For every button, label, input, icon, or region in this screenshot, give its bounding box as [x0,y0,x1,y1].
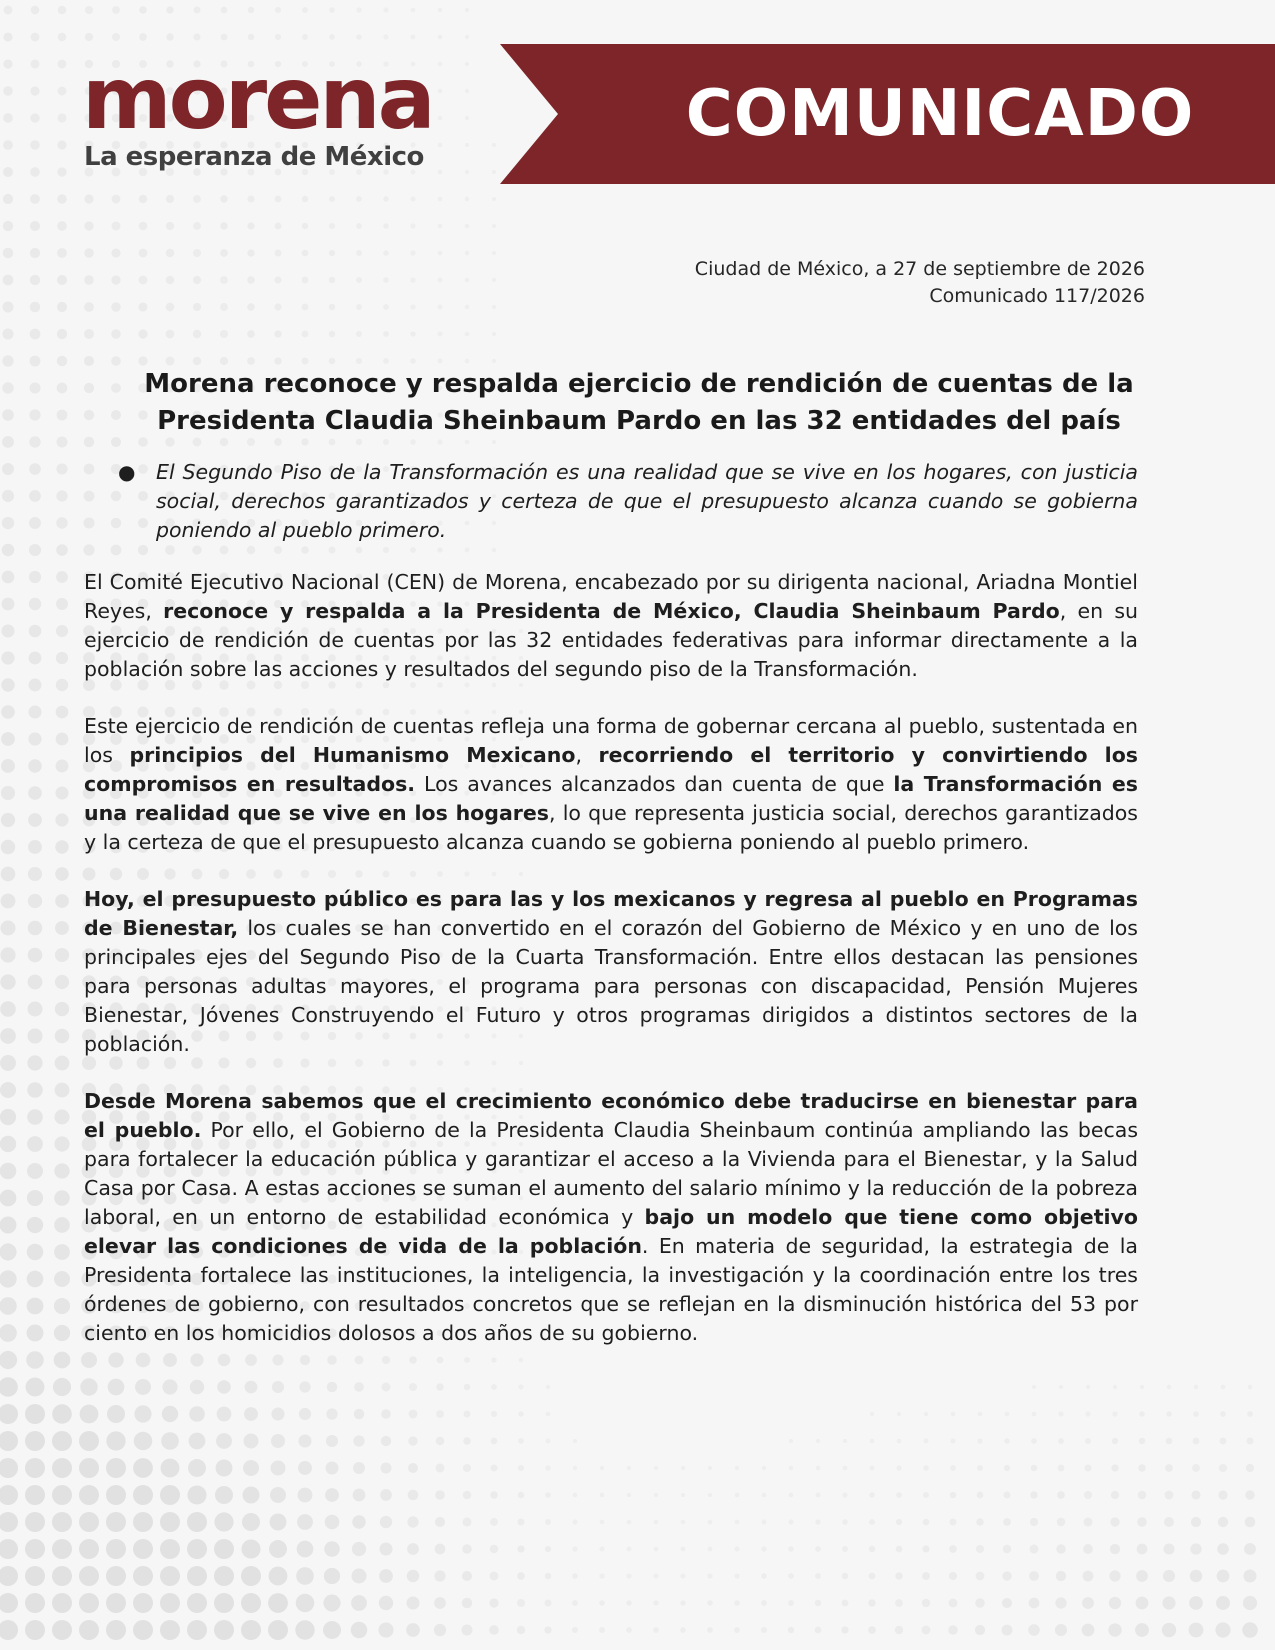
morena-logo [82,49,462,180]
paragraph-4 [84,1087,1138,1348]
summary-bullet [118,458,1138,545]
paragraph-2-text-2: , [575,743,599,767]
paragraph-1-text-2: , en su ejercicio de rendición de cuentas por las 32 entidades federativas para informar directamente a la población sobre las acciones y resultados del segundo piso de la Transformación. [84,599,1138,681]
release-meta [695,256,1145,310]
paragraph-2-bold-3: la Transformación es una realidad que se vive en los hogares [84,772,1138,825]
paragraph-3 [84,885,1138,1059]
paragraph-4-bold-1: Desde Morena sabemos que el crecimiento económico debe traducirse en bienestar para el pueblo. [84,1089,1138,1142]
paragraph-2-bold-1: principios del Humanismo Mexicano [129,743,576,767]
bullet-dot-icon: ● [118,460,136,484]
paragraph-2-text-4: , lo que representa justicia social, derechos garantizados y la certeza de que el presupuesto alcanza cuando se gobierna poniendo al pueblo primero. [84,801,1138,854]
paragraph-4-text-2: . En materia de seguridad, la estrategia de la Presidenta fortalece las instituciones, la inteligencia, la investigación y la coordinación entre los tres órdenes de gobierno, con resultados concretos que se reflejan en la disminución histórica del 53 por ciento en los homicidios dolosos a dos años de su gobierno. [84,1234,1138,1345]
paragraph-1-text-1: El Comité Ejecutivo Nacional (CEN) de Morena, encabezado por su dirigenta nacional, Ariadna Montiel Reyes, [84,570,1138,623]
paragraph-2-bold-2: recorriendo el territorio y convirtiendo los compromisos en resultados. [84,743,1138,796]
summary-bullet-text: El Segundo Piso de la Transformación es una realidad que se vive en los hogares, con justicia social, derechos garantizados y certeza de que el presupuesto alcanza cuando se gobierna poniendo al pueblo primero. [156,460,1138,542]
paragraph-2-text-1: Este ejercicio de rendición de cuentas refleja una forma de gobernar cercana al pueblo, sustentada en los [84,714,1138,767]
logo-wordmark: morena [82,49,433,149]
paragraph-4-text-1: Por ello, el Gobierno de la Presidenta Claudia Sheinbaum continúa ampliando las becas para fortalecer la educación pública y garantizar el acceso a la Vivienda para el Bienestar, y la Salud Casa por Casa. A estas acciones se suman el aumento del salario mínimo y la reducción de la pobreza laboral, en un entorno de estabilidad económica y [84,1118,1138,1229]
comunicado-banner [500,44,1275,184]
body-text [84,568,1138,1376]
logo-tagline: La esperanza de México [84,142,424,172]
headline-line-1: Morena reconoce y respalda ejercicio de rendición de cuentas de la [144,369,1134,399]
paragraph-3-text-1: los cuales se han convertido en el corazón del Gobierno de México y en uno de los principales ejes del Segundo Piso de la Cuarta Transformación. Entre ellos destacan las pensiones para personas adultas mayores, el programa para personas con discapacidad, Pensión Mujeres Bienestar, Jóvenes Construyendo el Futuro y otros programas dirigidos a distintos sectores de la población. [84,916,1138,1056]
banner-label: COMUNICADO [685,77,1195,151]
paragraph-1-bold-1: reconoce y respalda a la Presidenta de México, Claudia Sheinbaum Pardo [163,599,1060,623]
place-date: Ciudad de México, a 27 de septiembre de 2026 [694,258,1145,280]
paragraph-4-bold-2: bajo un modelo que tiene como objetivo elevar las condiciones de vida de la población [84,1205,1138,1258]
headline-line-2: Presidenta Claudia Sheinbaum Pardo en las 32 entidades del país [157,406,1121,436]
headline [84,366,1194,440]
paragraph-3-bold-1: Hoy, el presupuesto público es para las y los mexicanos y regresa al pueblo en Programas de Bienestar, [84,887,1138,940]
release-number: Comunicado 117/2026 [929,285,1145,307]
paragraph-1 [84,568,1138,684]
paragraph-2 [84,712,1138,857]
paragraph-2-text-3: Los avances alcanzados dan cuenta de que [415,772,894,796]
